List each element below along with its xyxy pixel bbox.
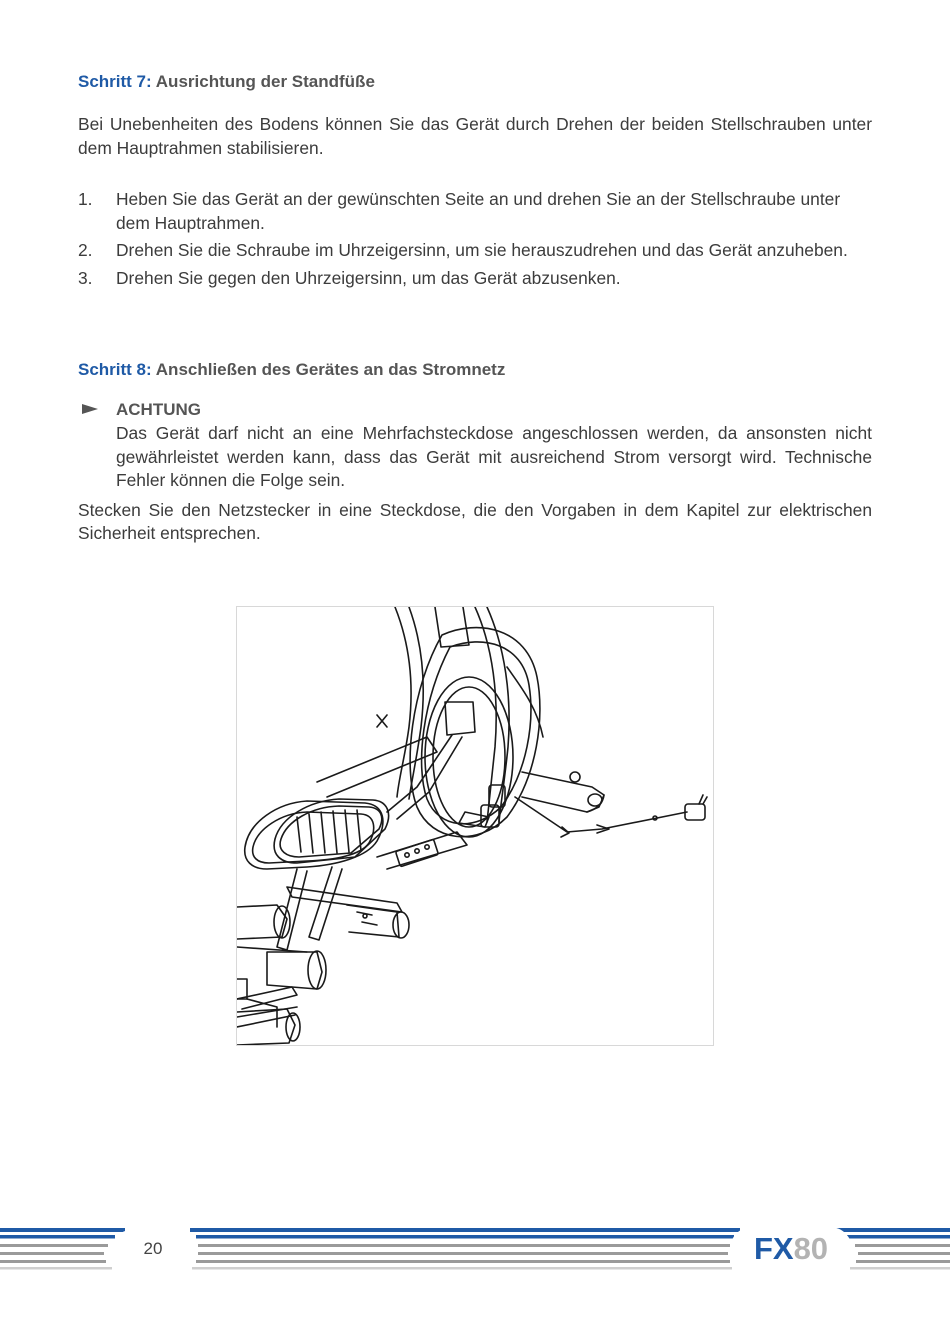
page-footer (0, 1222, 950, 1282)
brand-number: 80 (793, 1231, 829, 1266)
elliptical-trainer-illustration (236, 606, 714, 1046)
step-8-section (78, 359, 872, 546)
page-number: 20 (112, 1230, 194, 1268)
list-number: 2. (78, 240, 93, 260)
step-7-list (78, 188, 872, 290)
brand-logo (730, 1227, 852, 1271)
list-number: 1. (78, 189, 93, 209)
warning-block (78, 399, 872, 493)
list-text: Drehen Sie die Schraube im Uhrzeigersinn, um sie herauszudrehen und das Gerät anzuheben. (116, 240, 848, 260)
step-7-heading (78, 71, 872, 93)
step-7-title: Ausrichtung der Standfüße (155, 72, 375, 91)
step-7-label: Schritt 7: (78, 72, 152, 91)
list-number: 3. (78, 267, 93, 288)
step-8-label: Schritt 8: (78, 360, 152, 379)
step-7-intro: Bei Unebenheiten des Bodens können Sie das Gerät durch Drehen der beiden Stellschrauben unter dem Hauptrahmen stabilisieren. (78, 114, 872, 158)
warning-text: Das Gerät darf nicht an eine Mehrfachsteckdose angeschlossen werden, da ansonsten nicht gewährleistet werden kann, dass das Gerät mit ausreichend Strom versorgt wird. Technische Fehler können die Folge sein. (116, 423, 872, 490)
list-text: Heben Sie das Gerät an der gewünschten Seite an und drehen Sie an der Stellschraube unter dem Hauptrahmen. (116, 189, 841, 233)
arrow-right-icon (82, 404, 98, 414)
step-8-heading (78, 359, 872, 381)
cross-trainer-drawing (237, 607, 713, 1045)
list-item (78, 239, 872, 263)
step-7-section (78, 71, 872, 294)
list-item (78, 188, 872, 235)
brand-fx: FX (753, 1231, 794, 1266)
warning-title: ACHTUNG (116, 400, 201, 419)
list-item (78, 267, 872, 291)
step-8-title: Anschließen des Gerätes an das Stromnetz (155, 360, 506, 379)
list-text: Drehen Sie gegen den Uhrzeigersinn, um das Gerät abzusenken. (116, 267, 621, 288)
step-8-instruction: Stecken Sie den Netzstecker in eine Steckdose, die den Vorgaben in dem Kapitel zur elektrischen Sicherheit entsprechen. (78, 499, 872, 543)
